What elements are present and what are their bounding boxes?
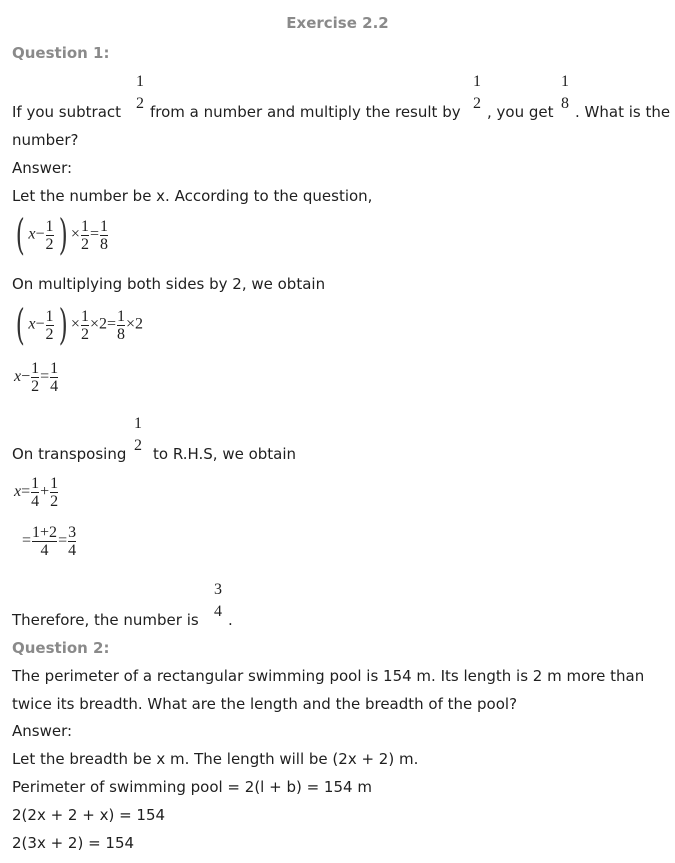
fraction-three-fourths: 3 4 — [214, 581, 222, 620]
q1-transpose-a: On transposing — [12, 445, 127, 463]
q1-text-a: If you subtract — [12, 103, 122, 121]
fraction-one-half-b: 1 2 — [473, 73, 481, 112]
q1-text-e: number? — [12, 131, 79, 149]
q1-transpose-b: to R.H.S, we obtain — [153, 445, 297, 463]
equation-3: x− $\frac{1}{2}$ = $\frac{1}{4}$ — [14, 360, 59, 395]
q1-text-d: . What is the — [575, 103, 671, 121]
q1-multiply: On multiplying both sides by 2, we obtain — [12, 275, 326, 293]
q2-eq1: 2(2x + 2 + x) = 154 — [12, 806, 166, 824]
q1-answer-label: Answer: — [12, 159, 73, 177]
q1-text-b: from a number and multiply the result by — [150, 103, 461, 121]
equation-5: = $\frac{1+2}{4}$ = $\frac{3}{4}$ — [22, 524, 77, 559]
q2-answer-label: Answer: — [12, 722, 73, 740]
fraction-one-half-c: 1 2 — [134, 415, 142, 454]
question-2-label: Question 2: — [12, 639, 110, 657]
q2-text-1: The perimeter of a rectangular swimming pool is 154 m. Its length is 2 m more than — [12, 667, 645, 685]
equation-4: x= $\frac{1}{4}$ + $\frac{1}{2}$ — [14, 475, 59, 510]
q2-text-2: twice its breadth. What are the length and the breadth of the pool? — [12, 695, 518, 713]
q2-let: Let the breadth be x m. The length will be (2x + 2) m. — [12, 750, 419, 768]
q1-period: . — [228, 611, 233, 629]
q2-perimeter: Perimeter of swimming pool = 2(l + b) = 154 m — [12, 778, 372, 796]
exercise-title: Exercise 2.2 — [286, 14, 389, 32]
question-1-label: Question 1: — [12, 44, 110, 62]
q1-text-c: , you get — [487, 103, 554, 121]
q1-let: Let the number be x. According to the question, — [12, 187, 373, 205]
equation-1: ( x− $\frac{1}{2}$ ) × $\frac{1}{2}$ = $\frac{1}{8}$ — [15, 210, 108, 259]
q2-eq2: 2(3x + 2) = 154 — [12, 834, 135, 852]
q1-text-line1 — [12, 103, 121, 121]
fraction-one-eighth: 1 8 — [561, 73, 569, 112]
fraction-one-half-a: 1 2 — [136, 73, 144, 112]
equation-2: ( x− $\frac{1}{2}$ ) × $\frac{1}{2}$ ×2= $\frac{1}{8}$ ×2 — [15, 300, 144, 349]
q1-therefore: Therefore, the number is — [12, 611, 199, 629]
